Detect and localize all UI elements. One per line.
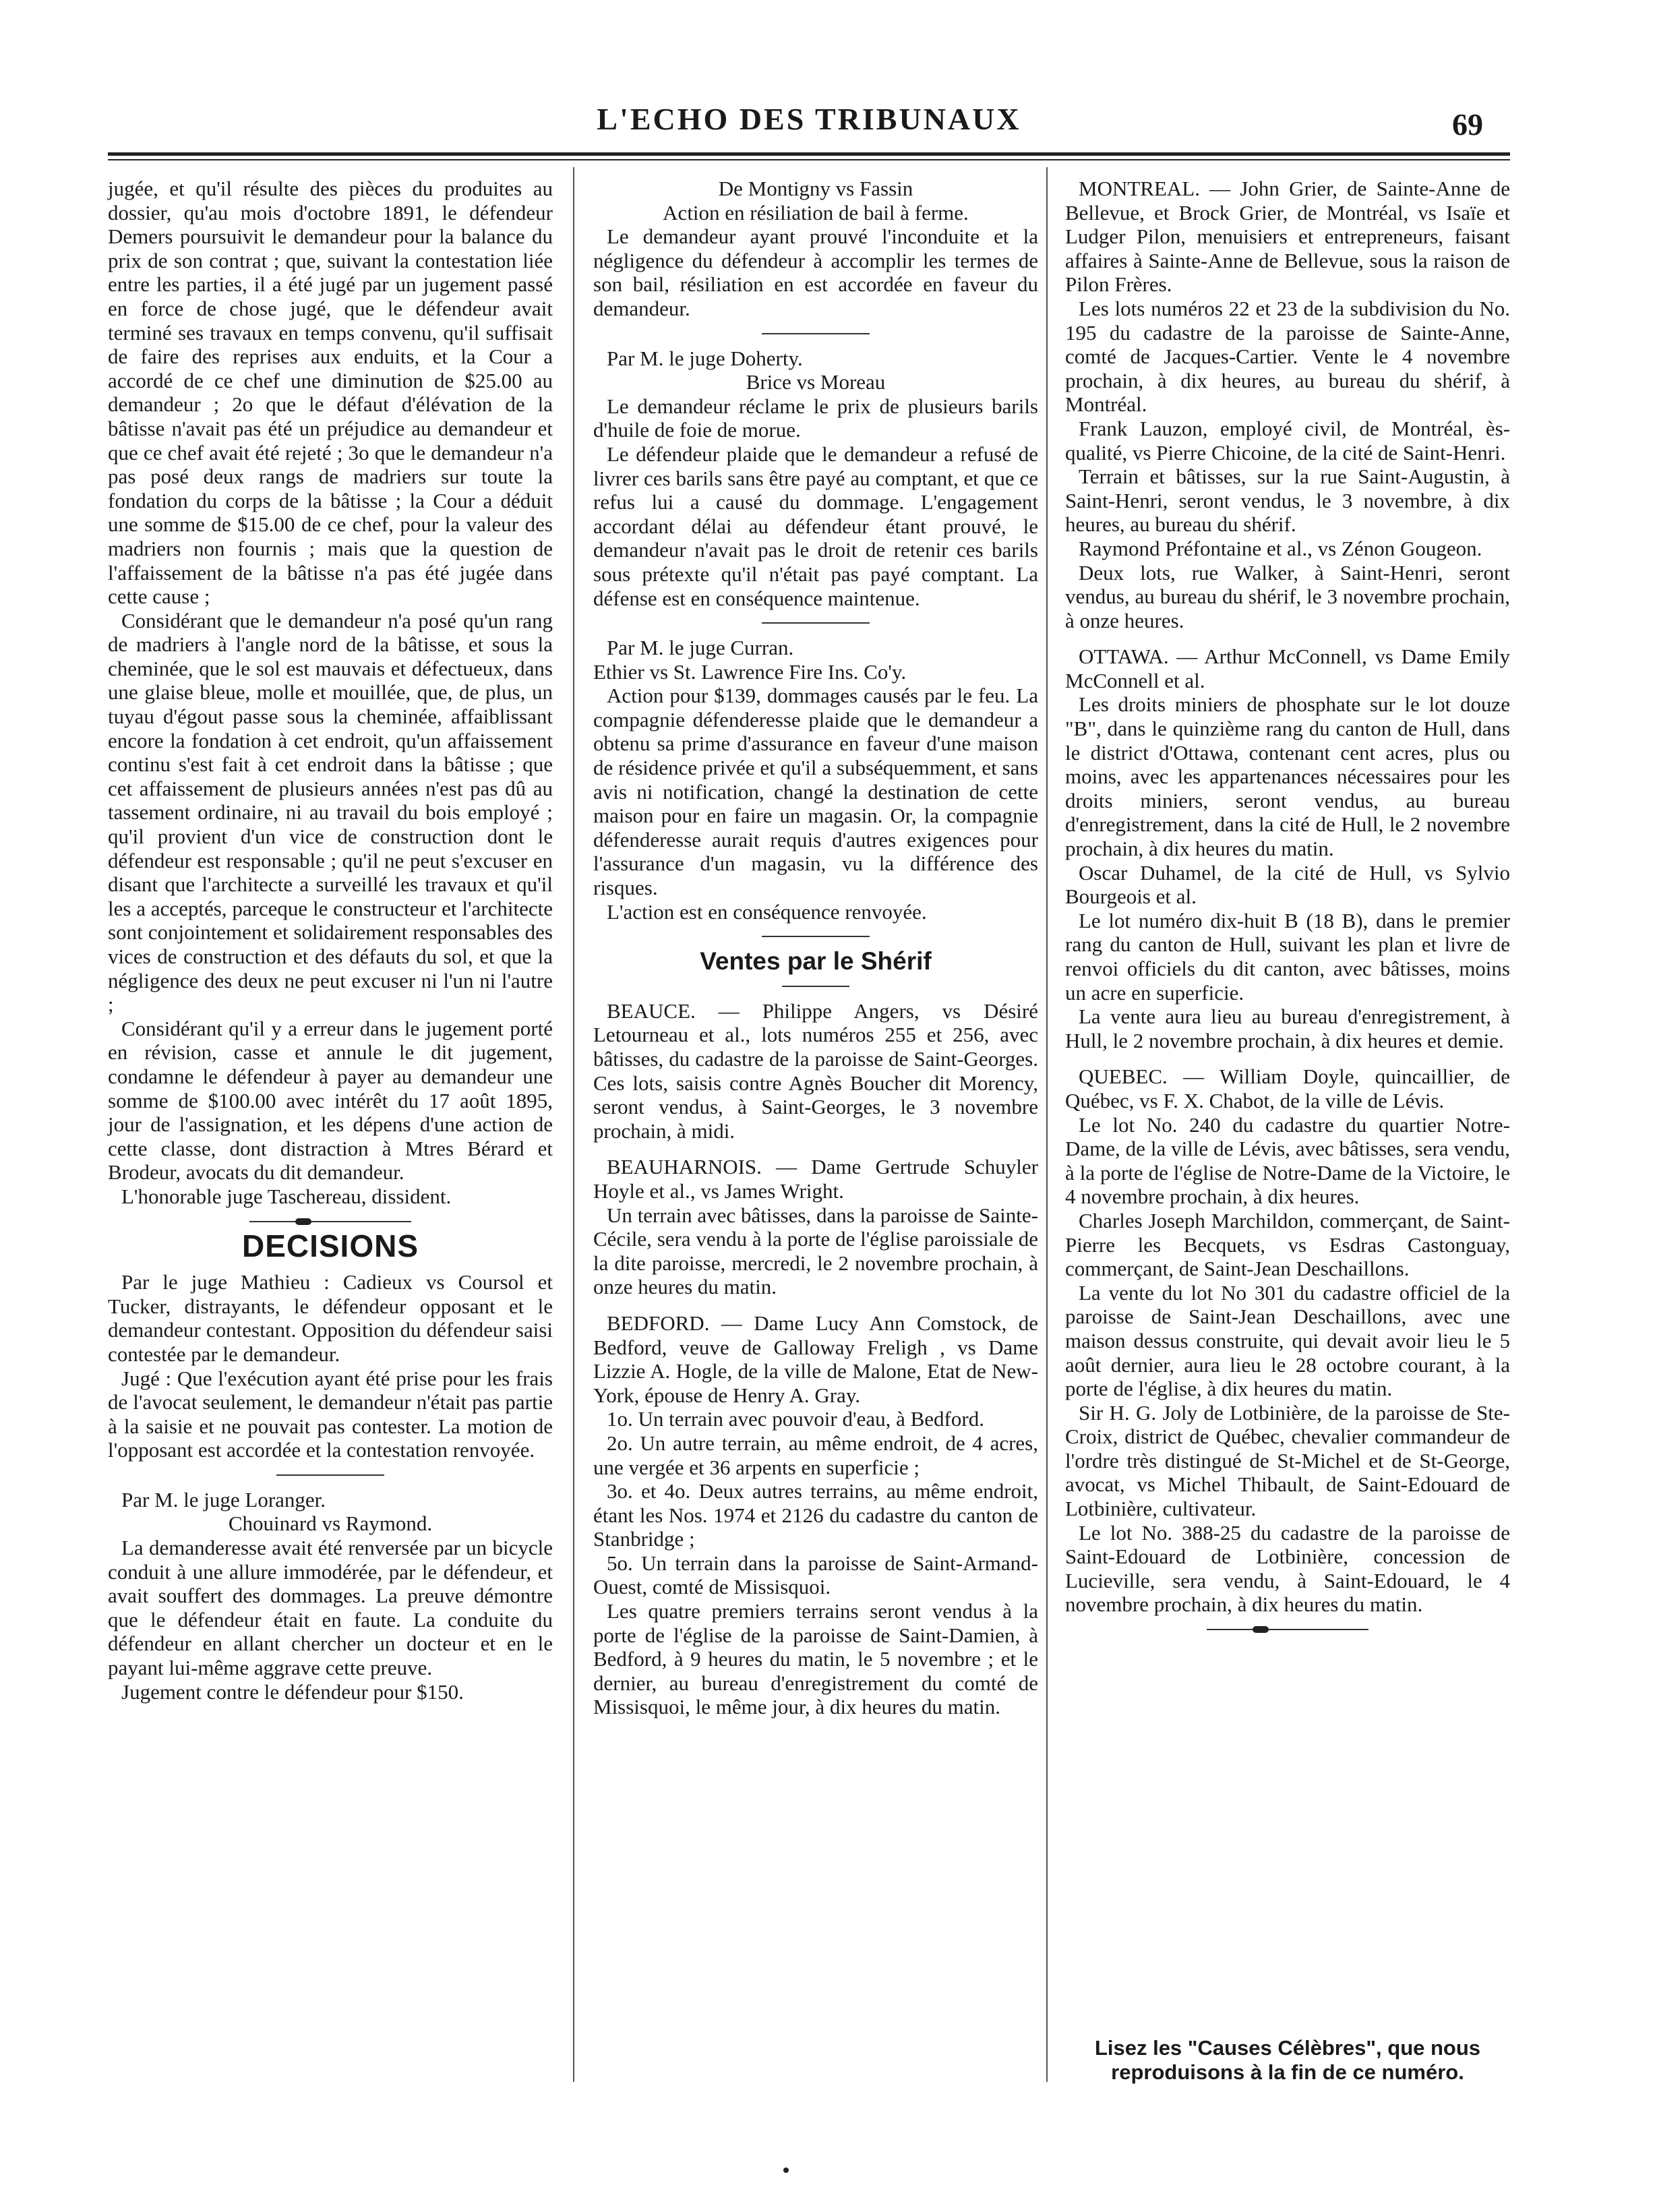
page-number: 69 [1452, 107, 1483, 142]
ornament-divider [249, 1221, 411, 1222]
paragraph: Les quatre premiers terrains seront vendus à la porte de l'église de la paroisse de Saint-Damien, à Bedford, à 9 heures du matin, le 5 novembre ; et le dernier, au bureau d'enregistrement du comté de Missisquoi, le même jour, à dix heures du matin. [593, 1599, 1038, 1719]
paragraph: La vente aura lieu au bureau d'enregistrement, à Hull, le 2 novembre prochain, à dix heures et demie. [1065, 1005, 1510, 1052]
paragraph: 5o. Un terrain dans la paroisse de Saint-Armand-Ouest, comté de Missisquoi. [593, 1551, 1038, 1599]
case-subtitle: Action en résiliation de bail à ferme. [663, 200, 969, 225]
footnote-notice: Lisez les "Causes Célèbres", que nous reproduisons à la fin de ce numéro. [1094, 2036, 1481, 2084]
paragraph: Terrain et bâtisses, sur la rue Saint-Augustin, à Saint-Henri, seront vendus, le 3 novembre, à dix heures, au bureau du shérif. [1065, 465, 1510, 537]
running-title: L'ECHO DES TRIBUNAUX [597, 102, 1021, 136]
case-title: De Montigny vs Fassin [718, 177, 913, 200]
paragraph: QUEBEC. — William Doyle, quincaillier, de Québec, vs F. X. Chabot, de la ville de Lévis. [1065, 1065, 1510, 1112]
paragraph: Le demandeur ayant prouvé l'inconduite et la négligence du défendeur à accomplir les termes de son bail, résiliation en est accordée en faveur du demandeur. [593, 225, 1038, 320]
paragraph: Les droits miniers de phosphate sur le lot douze "B", dans le quinzième rang du canton de Hull, dans le district d'Ottawa, contenant cent acres, plus ou moins, avec les appartenances nécessaires pour les droits miniers, seront vendus, au bureau d'enregistrement, dans la cité de Hull, le 2 novembre prochain, à dix heures du matin. [1065, 692, 1510, 861]
case-title: Brice vs Moreau [746, 370, 886, 394]
column-divider-2 [1046, 167, 1048, 2082]
paragraph: Jugé : Que l'exécution ayant été prise pour les frais de l'avocat seulement, le demandeur n'était pas partie à la saisie et ne pouvait pas contester. La motion de l'opposant est accordée et la contestation renvoyée. [108, 1366, 553, 1462]
header-rule-thin [108, 159, 1510, 160]
paragraph: Considérant que le demandeur n'a posé qu'un rang de madriers à l'angle nord de la bâtisse, et sous la cheminée, que le sol est mauvais et défectueux, dans une glaise bleue, molle et mouillée, que, de plus, un tuyau d'égout passe sous la cheminée, affaiblissant encore la fondation à cet endroit, qu'un affaissement continu s'est fait à cet endroit dans la bâtisse ; que cet affaissement de plusieurs années n'est pas dû au tassement ordinaire, ni au travail du bois employé ; qu'il provient d'un vice de construction dont le défendeur est responsable ; qu'il ne peut s'excuser en disant que l'architecte a surveillé les travaux et qu'il les a acceptés, parceque le constructeur et l'architecte sont conjointement et solidairement responsables des vices de construction et des défauts du sol, et que la négligence des deux ne peut excuser ni l'un ni l'autre ; [108, 608, 553, 1017]
paragraph: Le défendeur plaide que le demandeur a refusé de livrer ces barils sans être payé au comptant, et que ce refus lui a causé du dommage. L'engagement accordant délai au défendeur étant prouvé, le demandeur n'avait pas le droit de retenir ces barils sous prétexte qu'il n'était pas payé comptant. La défense est en conséquence maintenue. [593, 442, 1038, 610]
paragraph: Charles Joseph Marchildon, commerçant, de Saint-Pierre les Becquets, vs Esdras Castonguay, commerçant, de Saint-Jean Deschaillons. [1065, 1208, 1510, 1281]
ornament-divider [1207, 1629, 1368, 1630]
paragraph: Les lots numéros 22 et 23 de la subdivision du No. 195 du cadastre de la paroisse de Sainte-Anne, comté de Jacques-Cartier. Vente le 4 novembre prochain, à dix heures, au bureau du shérif, à Montréal. [1065, 296, 1510, 417]
paragraph: Oscar Duhamel, de la cité de Hull, vs Sylvio Bourgeois et al. [1065, 860, 1510, 909]
divider [762, 622, 870, 624]
page-header [108, 101, 1510, 148]
paragraph: La demanderesse avait été renversée par un bicycle conduit à une allure immodérée, par le défendeur, et avait souffert des dommages. La preuve démontre que le défendeur était en faute. La conduite du défendeur en allant chercher un docteur et en le payant lui-même aggrave cette preuve. [108, 1536, 553, 1680]
divider [762, 333, 870, 334]
paragraph: 3o. et 4o. Deux autres terrains, au même endroit, étant les Nos. 1974 et 2126 du cadastre du canton de Stanbridge ; [593, 1479, 1038, 1551]
ventes-heading: Ventes par le Shérif [700, 947, 932, 976]
paragraph: Le lot No. 388-25 du cadastre de la paroisse de Saint-Edouard de Lotbinière, concession de Lucieville, sera vendu, à Saint-Edouard, le 4 novembre prochain, à dix heures du matin. [1065, 1520, 1510, 1617]
paragraph: L'honorable juge Taschereau, dissident. [121, 1184, 452, 1208]
paragraph: Deux lots, rue Walker, à Saint-Henri, seront vendus, au bureau du shérif, le 3 novembre prochain, à onze heures. [1065, 560, 1510, 632]
paragraph: BEDFORD. — Dame Lucy Ann Comstock, de Bedford, veuve de Galloway Freligh , vs Dame Lizzie A. Hogle, de la ville de Malone, Etat de New-York, épouse de Henry A. Gray. [593, 1311, 1038, 1407]
paragraph: Sir H. G. Joly de Lotbinière, de la paroisse de Ste-Croix, district de Québec, chevalier commandeur de l'ordre très distingué de St-Michel et de St-George, avocat, vs Michel Thibault, de Saint-Edouard de Lotbinière, cultivateur. [1065, 1400, 1510, 1521]
divider [762, 936, 870, 937]
divider [276, 1474, 384, 1476]
header-rule [108, 152, 1510, 156]
divider [782, 986, 849, 987]
column-2 [593, 177, 1038, 1719]
paragraph: Par le juge Mathieu : Cadieux vs Coursol et Tucker, distrayants, le défendeur opposant et le demandeur contestant. Opposition du défendeur saisi contestée par le demandeur. [108, 1270, 553, 1366]
paragraph: Raymond Préfontaine et al., vs Zénon Gougeon. [1079, 536, 1482, 560]
printer-mark [783, 2168, 789, 2173]
paragraph: 1o. Un terrain avec pouvoir d'eau, à Bedford. [607, 1407, 984, 1431]
case-title: Ethier vs St. Lawrence Fire Ins. Co'y. [593, 659, 907, 684]
paragraph: 2o. Un autre terrain, au même endroit, de 4 acres, une vergée et 36 arpents en superficie ; [593, 1431, 1038, 1479]
paragraph: La vente du lot No 301 du cadastre officiel de la paroisse de Saint-Jean Deschaillons, avec une maison dessus construite, qui devait avoir lieu le 5 août dernier, aura lieu le 28 octobre courant, à la porte de l'église, à dix heures du matin. [1065, 1280, 1510, 1401]
paragraph: Action pour $139, dommages causés par le feu. La compagnie défenderesse plaide que le demandeur a obtenu sa prime d'assurance en faveur d'une maison de résidence privée et qu'il a subséquemment, et sans avis ni notification, changé la destination de cette maison pour en faire un magasin. Or, la compagnie défenderesse aurait requis d'autres exigences pour l'assurance d'un magasin, vu la différence des risques. [593, 684, 1038, 900]
paragraph: Jugement contre le défendeur pour $150. [121, 1679, 464, 1704]
column-1 [108, 177, 553, 1704]
paragraph: Frank Lauzon, employé civil, de Montréal, ès-qualité, vs Pierre Chicoine, de la cité de Saint-Henri. [1065, 416, 1510, 465]
paragraph: Le lot No. 240 du cadastre du quartier Notre-Dame, de la ville de Lévis, avec bâtisses, sera vendu, à la porte de l'église de Notre-Dame de la Victoire, le 4 novembre prochain, à dix heures. [1065, 1112, 1510, 1209]
paragraph: MONTREAL. — John Grier, de Sainte-Anne de Bellevue, et Brock Grier, de Montréal, vs Isaïe et Ludger Pilon, menuisiers et entrepreneurs, faisant affaires à Sainte-Anne de Bellevue, sous la raison de Pilon Frères. [1065, 177, 1510, 297]
paragraph: L'action est en conséquence renvoyée. [607, 899, 927, 924]
paragraph: Le demandeur réclame le prix de plusieurs barils d'huile de foie de morue. [593, 394, 1038, 442]
paragraph: Le lot numéro dix-huit B (18 B), dans le premier rang du canton de Hull, suivant les plan et livre de renvoi officiels du dit canton, avec bâtisses, moins un acre en superficie. [1065, 908, 1510, 1005]
paragraph: Considérant qu'il y a erreur dans le jugement porté en révision, casse et annule le dit jugement, condamne le défendeur à payer au demandeur une somme de $100.00 avec intérêt du 17 août 1895, jour de l'assignation, et les dépens d'une action de cette classe, dont distraction à Mtres Bérard et Brodeur, avocats du dit demandeur. [108, 1016, 553, 1185]
paragraph: Un terrain avec bâtisses, dans la paroisse de Sainte-Cécile, sera vendu à la porte de l'église paroissiale de la dite paroisse, mercredi, le 2 novembre prochain, à onze heures du matin. [593, 1203, 1038, 1299]
paragraph: BEAUHARNOIS. — Dame Gertrude Schuyler Hoyle et al., vs James Wright. [593, 1155, 1038, 1203]
judge-line: Par M. le juge Doherty. [607, 346, 803, 370]
column-3 [1065, 177, 1510, 1642]
case-title: Chouinard vs Raymond. [228, 1512, 433, 1536]
column-divider-1 [573, 167, 574, 2082]
judge-line: Par M. le juge Curran. [607, 636, 794, 660]
judge-line: Par M. le juge Loranger. [121, 1487, 326, 1512]
decisions-heading: DECISIONS [241, 1228, 419, 1263]
paragraph: BEAUCE. — Philippe Angers, vs Désiré Letourneau et al., lots numéros 255 et 256, avec bâtisses, du cadastre de la paroisse de Saint-Georges. Ces lots, saisis contre Agnès Boucher dit Morency, seront vendus, à Saint-Georges, le 3 novembre prochain, à midi. [593, 998, 1038, 1143]
paragraph: jugée, et qu'il résulte des pièces du produites au dossier, qu'au mois d'octobre 1891, le défendeur Demers poursuivit le demandeur pour la balance du prix de son contrat ; que, suivant la contestation liée entre les parties, il a été jugé par un jugement passé en force de chose jugé, que le défendeur avait terminé ses travaux en temps convenu, qu'il suffisait de faire des reprises aux enduits, et la Cour a accordé de ce chef une diminution de $25.00 au demandeur ; 2o que le défaut d'élévation de la bâtisse n'avait pas été un préjudice au demandeur et que ce chef avait été rejeté ; 3o que le demandeur n'a pas posé deux rangs de madriers sur toute la fondation du corps de la bâtisse ; la Cour a déduit une somme de $15.00 de ce chef, pour la valeur des madriers non fournis ; mais que la question de l'affaissement de la bâtisse n'a pas été jugée dans cette cause ; [108, 177, 553, 609]
paragraph: OTTAWA. — Arthur McConnell, vs Dame Emily McConnell et al. [1065, 645, 1510, 692]
